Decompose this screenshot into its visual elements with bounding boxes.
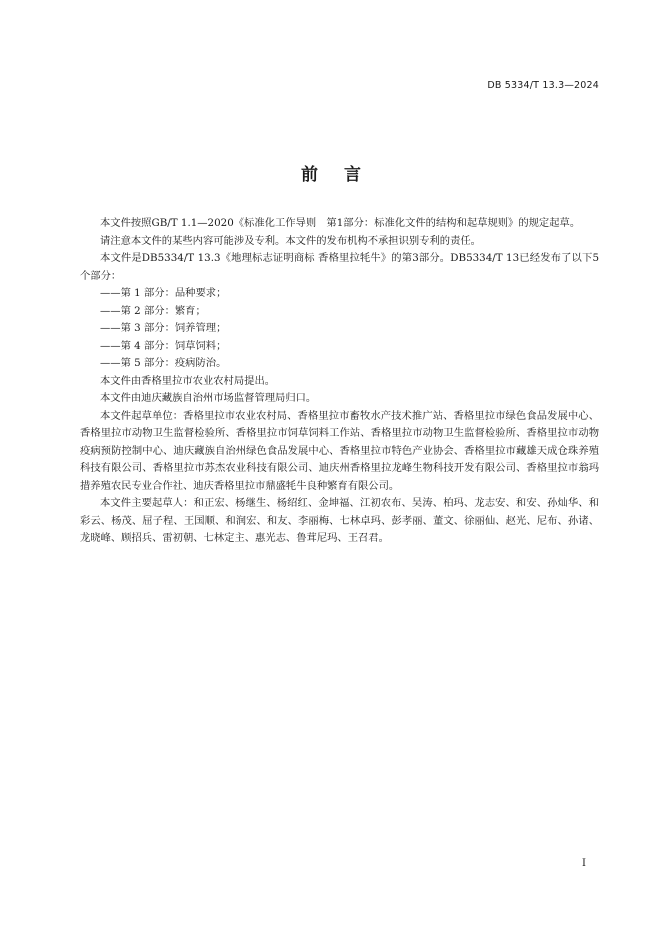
paragraph-drafting-units: 本文件起草单位：香格里拉市农业农村局、香格里拉市畜牧水产技术推广站、香格里拉市绿色食品发展中心、香格里拉市动物卫生监督检验所、香格里拉市饲草饲料工作站、香格里拉市动物卫生监督检验所、香格里拉市动物疫病预防控制中心、迪庆藏族自治州绿色食品发展中心、香格里拉市特色产业协会、香格里拉市藏雄天成仓珠养殖科技有限公司、香格里拉市苏杰农业科技有限公司、迪庆州香格里拉龙峰生物科技开发有限公司、香格里拉市翁玛措养殖农民专业合作社、迪庆香格里拉市鼎盛牦牛良种繁育有限公司。 <box>80 409 599 492</box>
paragraph-drafters: 本文件主要起草人：和正宏、杨继生、杨绍红、金坤福、江初农布、吴涛、柏玛、龙志安、和安、孙灿华、和彩云、杨茂、屈子程、王国顺、和润宏、和友、李丽梅、七林卓玛、彭孝丽、董文、徐丽仙、赵光、尼布、孙诸、龙晓峰、顾招兵、雷初朝、七林定主、惠光志、鲁茸尼玛、王召君。 <box>80 497 599 544</box>
page-title: 前言 <box>301 165 387 185</box>
foreword-body <box>80 215 599 548</box>
paragraph-administrator: 本文件由迪庆藏族自治州市场监督管理局归口。 <box>100 392 317 404</box>
list-item-part-5: ——第 5 部分：疫病防治。 <box>100 357 227 369</box>
list-item-part-4: ——第 4 部分：饲草饲料； <box>100 339 227 352</box>
paragraph-drafting-basis: 本文件按照GB/T 1.1—2020《标准化工作导则 第1部分：标准化文件的结构和起草规则》的规定起草。 <box>100 217 581 229</box>
paragraph-patent-notice: 请注意本文件的某些内容可能涉及专利。本文件的发布机构不承担识别专利的责任。 <box>100 234 481 247</box>
page-number: I <box>582 858 586 869</box>
list-item-part-2: ——第 2 部分：繁育； <box>100 304 206 317</box>
paragraph-proposer: 本文件由香格里拉市农业农村局提出。 <box>100 374 276 387</box>
document-code: DB 5334/T 13.3—2024 <box>487 80 599 91</box>
paragraph-series-intro: 本文件是DB5334/T 13.3《地理标志证明商标 香格里拉牦牛》的第3部分。DB5334/T 13已经发布了以下5个部分： <box>80 252 599 282</box>
list-item-part-3: ——第 3 部分：饲养管理； <box>100 322 227 334</box>
list-item-part-1: ——第 1 部分：品种要求； <box>100 287 227 299</box>
